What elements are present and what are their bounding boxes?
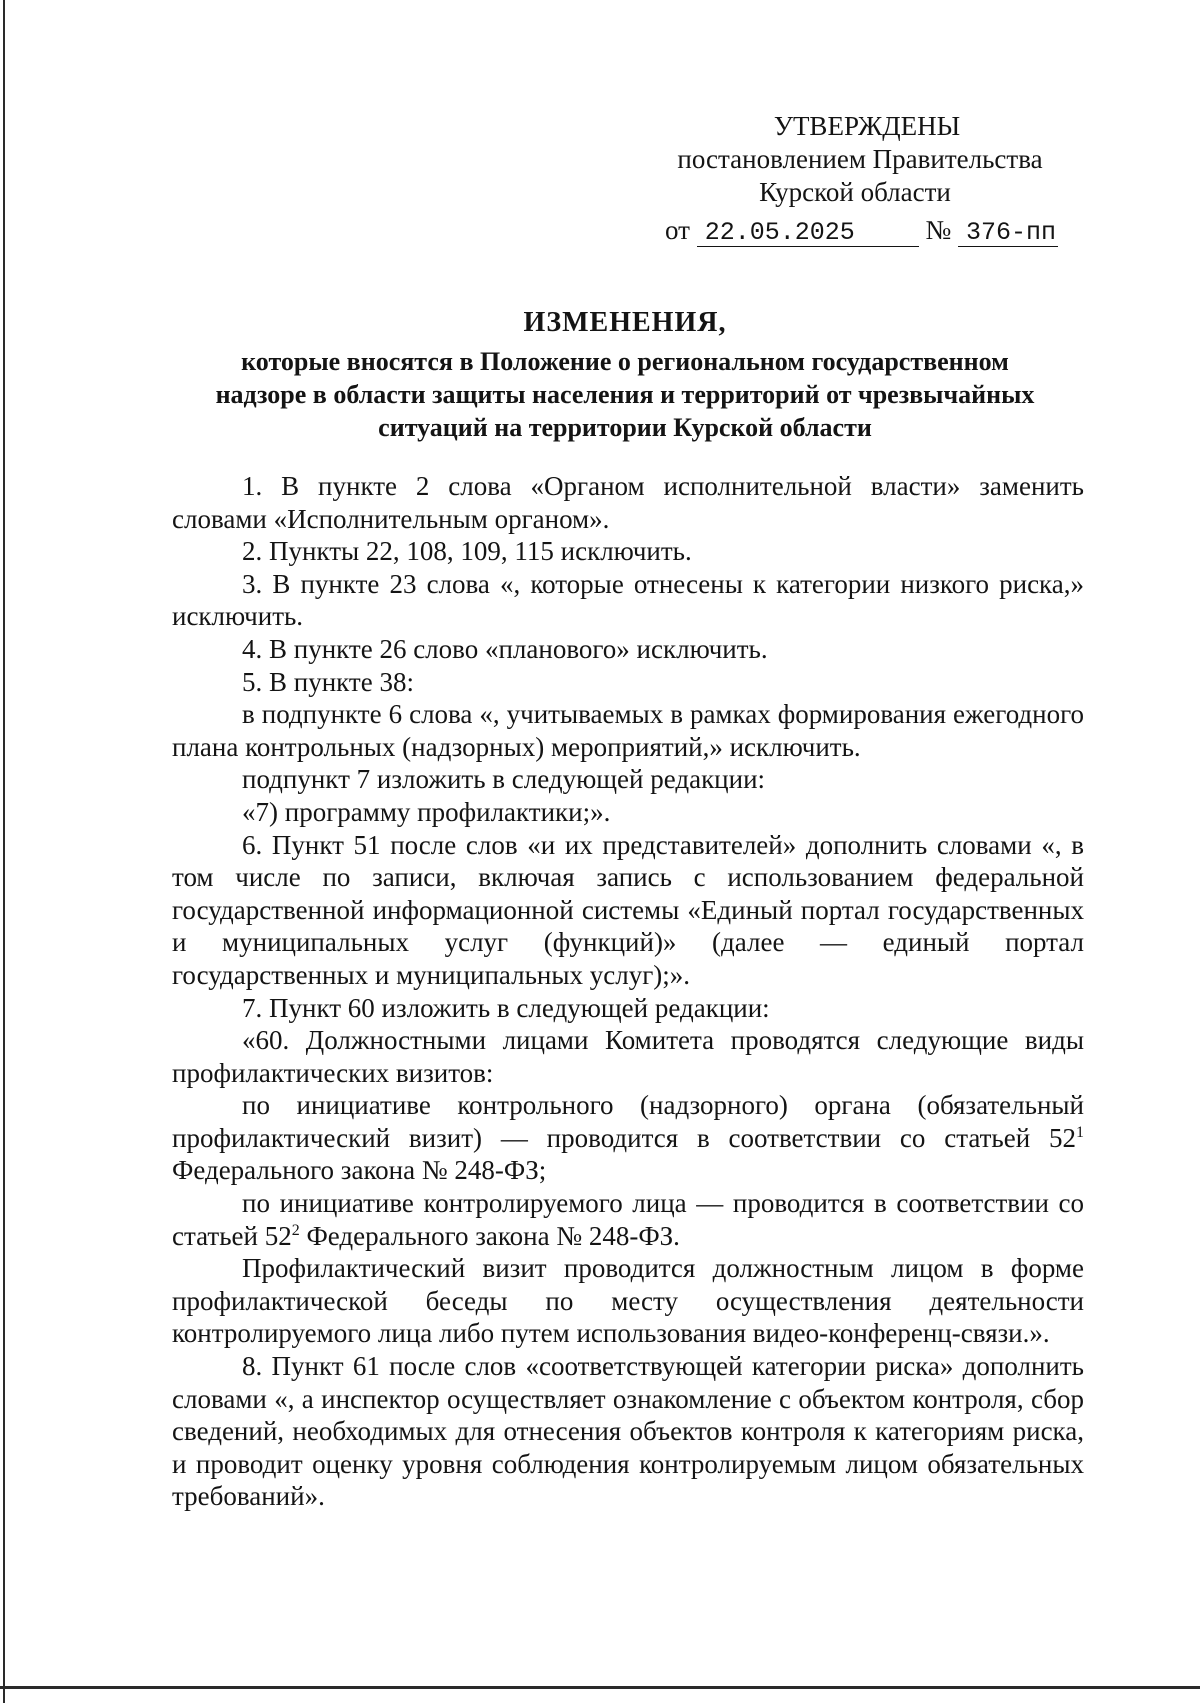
paragraph-3: 3. В пункте 23 слова «, которые отнесены к категории низкого риска,» исключить. xyxy=(172,568,1084,632)
paragraph-7-text: «60. Должностными лицами Комитета проводятся следующие виды профилактических визитов: xyxy=(172,1025,1084,1088)
paragraph-5: 5. В пункте 38: xyxy=(242,666,414,697)
title-subtitle-line3: ситуаций на территории Курской области xyxy=(378,413,872,442)
approval-date: 22.05.2025 xyxy=(697,220,919,247)
paragraph-2: 2. Пункты 22, 108, 109, 115 исключить. xyxy=(242,536,692,567)
paragraph-5-sub6: в подпункте 6 слова «, учитываемых в рамках формирования ежегодного плана контрольных (надзорных) мероприятий,» исключить. xyxy=(172,699,1084,762)
approval-status: УТВЕРЖДЕНЫ xyxy=(773,111,961,141)
approval-block xyxy=(640,110,1070,209)
visit-mandatory-text: по инициативе контрольного (надзорного) органа (обязательный профилактический визит) — проводится в соответствии со статьей 52 xyxy=(172,1090,1084,1153)
paragraph-5-sub7: подпункт 7 изложить в следующей редакции: xyxy=(242,764,766,795)
scan-edge-left xyxy=(3,0,5,1703)
document-title xyxy=(170,305,1080,444)
approval-authority: постановлением Правительства xyxy=(677,144,1043,174)
visit-mandatory-tail: Федерального закона № 248-ФЗ; xyxy=(172,1155,547,1186)
approval-dateline xyxy=(665,215,1058,247)
visit-mandatory-sup: 1 xyxy=(1076,1123,1084,1141)
paragraph-5-sub7-text: «7) программу профилактики;». xyxy=(242,796,611,827)
date-prefix: от xyxy=(665,215,690,245)
scan-edge-bottom xyxy=(0,1686,1200,1689)
approval-number: 376-пп xyxy=(958,220,1058,247)
visit-initiative-text: по инициативе контролируемого лица — проводится в соответствии со статьей 52 xyxy=(172,1188,1084,1251)
paragraph-visit-mandatory xyxy=(172,1089,1084,1187)
visit-initiative-tail: Федерального закона № 248-ФЗ. xyxy=(299,1220,680,1251)
paragraph-7: 7. Пункт 60 изложить в следующей редакции: xyxy=(242,992,770,1023)
paragraph-6: 6. Пункт 51 после слов «и их представителей» дополнить словами «, в том числе по записи, включая запись с использованием федеральной государственной информационной системы «Единый портал государственных и муниципальных услуг (функций)» (далее — единый портал государственных и муниципальных услуг);». xyxy=(172,829,1084,990)
visit-initiative-sup: 2 xyxy=(291,1221,300,1239)
paragraph-1: 1. В пункте 2 слова «Органом исполнительной власти» заменить словами «Исполнительным органом». xyxy=(172,471,1084,534)
title-subtitle-line2: надзоре в области защиты населения и территорий от чрезвычайных xyxy=(215,380,1035,409)
paragraph-visit-initiative xyxy=(172,1187,1084,1252)
number-prefix: № xyxy=(925,215,952,245)
title-subtitle-line1: которые вносятся в Положение о региональном государственном xyxy=(241,347,1009,376)
paragraph-8: 8. Пункт 61 после слов «соответствующей категории риска» дополнить словами «, а инспектор осуществляет ознакомление с объектом контроля, сбор сведений, необходимых для отнесения объектов контроля к категориям риска, и проводит оценку уровня соблюдения контролируемым лицом обязательных требований». xyxy=(172,1351,1084,1512)
paragraph-4: 4. В пункте 26 слово «планового» исключить. xyxy=(242,633,768,664)
title-heading: ИЗМЕНЕНИЯ, xyxy=(523,307,727,338)
paragraph-visit-form: Профилактический визит проводится должностным лицом в форме профилактической беседы по месту осуществления деятельности контролируемого лица либо путем использования видео-конференц-связи.». xyxy=(172,1253,1084,1349)
document-body xyxy=(172,470,1084,1513)
approval-region: Курской области xyxy=(759,177,951,207)
